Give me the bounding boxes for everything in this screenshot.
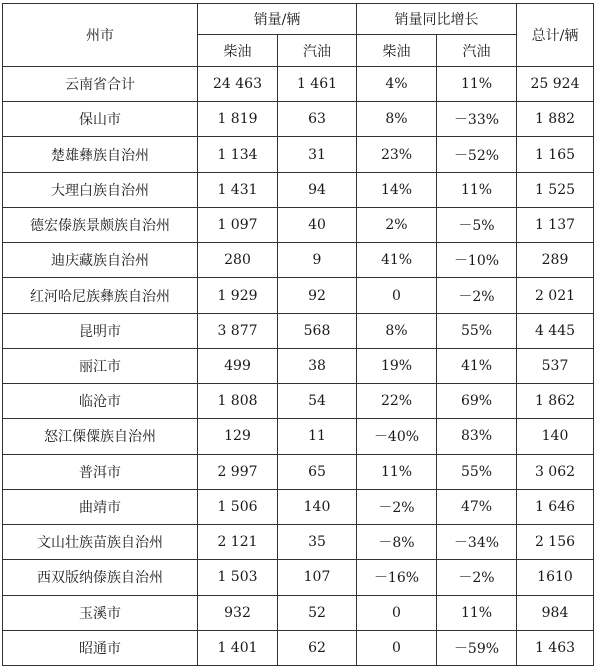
region-cell: 迪庆藏族自治州 <box>3 243 198 278</box>
table-row <box>3 595 594 630</box>
table-row <box>3 348 594 383</box>
diesel-growth-header: 柴油 <box>357 35 437 67</box>
total-cell: 289 <box>517 243 594 278</box>
region-cell: 保山市 <box>3 102 198 137</box>
gasoline-growth-cell: 41% <box>437 348 517 383</box>
total-cell: 3 062 <box>517 454 594 489</box>
diesel-sales-cell: 2 997 <box>198 454 278 489</box>
gasoline-growth-cell: －52% <box>437 137 517 172</box>
total-cell: 1 882 <box>517 102 594 137</box>
region-cell: 玉溪市 <box>3 595 198 630</box>
total-cell: 2 156 <box>517 525 594 560</box>
gasoline-growth-cell: 11% <box>437 67 517 102</box>
total-cell: 1610 <box>517 560 594 595</box>
gasoline-sales-cell: 63 <box>278 102 357 137</box>
diesel-growth-cell: 8% <box>357 102 437 137</box>
gasoline-growth-cell: －34% <box>437 525 517 560</box>
total-cell: 1 463 <box>517 630 594 665</box>
region-cell: 丽江市 <box>3 348 198 383</box>
gasoline-sales-cell: 52 <box>278 595 357 630</box>
diesel-sales-cell: 1 401 <box>198 630 278 665</box>
region-cell: 楚雄彝族自治州 <box>3 137 198 172</box>
region-cell: 大理白族自治州 <box>3 172 198 207</box>
total-cell: 984 <box>517 595 594 630</box>
gasoline-growth-cell: －2% <box>437 560 517 595</box>
table-row <box>3 630 594 665</box>
diesel-growth-cell: 8% <box>357 313 437 348</box>
total-cell: 4 445 <box>517 313 594 348</box>
total-cell: 1 165 <box>517 137 594 172</box>
table-row <box>3 102 594 137</box>
region-cell: 曲靖市 <box>3 489 198 524</box>
diesel-sales-cell: 1 819 <box>198 102 278 137</box>
gasoline-sales-cell: 9 <box>278 243 357 278</box>
table-row <box>3 419 594 454</box>
diesel-growth-cell: 19% <box>357 348 437 383</box>
gasoline-growth-cell: 47% <box>437 489 517 524</box>
diesel-sales-cell: 1 431 <box>198 172 278 207</box>
gasoline-sales-cell: 65 <box>278 454 357 489</box>
gasoline-growth-cell: 83% <box>437 419 517 454</box>
diesel-sales-cell: 129 <box>198 419 278 454</box>
table-row <box>3 560 594 595</box>
table-row <box>3 137 594 172</box>
gasoline-sales-cell: 107 <box>278 560 357 595</box>
diesel-sales-cell: 1 097 <box>198 207 278 242</box>
diesel-growth-cell: 14% <box>357 172 437 207</box>
gasoline-growth-cell: 11% <box>437 172 517 207</box>
gasoline-growth-cell: 69% <box>437 384 517 419</box>
table-row <box>3 243 594 278</box>
region-cell: 昆明市 <box>3 313 198 348</box>
diesel-sales-cell: 1 808 <box>198 384 278 419</box>
growth-group-header: 销量同比增长 <box>357 4 517 35</box>
gasoline-growth-header: 汽油 <box>437 35 517 67</box>
gasoline-sales-cell: 62 <box>278 630 357 665</box>
diesel-sales-cell: 1 503 <box>198 560 278 595</box>
diesel-growth-cell: －16% <box>357 560 437 595</box>
total-cell: 1 525 <box>517 172 594 207</box>
total-cell: 25 924 <box>517 67 594 102</box>
diesel-growth-cell: －2% <box>357 489 437 524</box>
region-cell: 云南省合计 <box>3 67 198 102</box>
diesel-growth-cell: －40% <box>357 419 437 454</box>
gasoline-growth-cell: 11% <box>437 595 517 630</box>
diesel-sales-cell: 1 506 <box>198 489 278 524</box>
gasoline-growth-cell: －10% <box>437 243 517 278</box>
region-cell: 临沧市 <box>3 384 198 419</box>
diesel-growth-cell: －8% <box>357 525 437 560</box>
gasoline-growth-cell: －33% <box>437 102 517 137</box>
diesel-sales-cell: 3 877 <box>198 313 278 348</box>
diesel-sales-header: 柴油 <box>198 35 278 67</box>
sales-table <box>2 3 594 666</box>
region-cell: 怒江傈僳族自治州 <box>3 419 198 454</box>
diesel-growth-cell: 0 <box>357 595 437 630</box>
table-row <box>3 67 594 102</box>
gasoline-growth-cell: －5% <box>437 207 517 242</box>
region-cell: 红河哈尼族彝族自治州 <box>3 278 198 313</box>
table-row <box>3 207 594 242</box>
region-header: 州市 <box>3 4 198 67</box>
gasoline-sales-cell: 568 <box>278 313 357 348</box>
total-cell: 1 646 <box>517 489 594 524</box>
total-cell: 1 137 <box>517 207 594 242</box>
diesel-sales-cell: 1 929 <box>198 278 278 313</box>
diesel-growth-cell: 23% <box>357 137 437 172</box>
gasoline-growth-cell: －59% <box>437 630 517 665</box>
region-cell: 德宏傣族景颇族自治州 <box>3 207 198 242</box>
gasoline-sales-cell: 31 <box>278 137 357 172</box>
gasoline-growth-cell: －2% <box>437 278 517 313</box>
gasoline-sales-cell: 1 461 <box>278 67 357 102</box>
diesel-sales-cell: 499 <box>198 348 278 383</box>
gasoline-growth-cell: 55% <box>437 454 517 489</box>
total-cell: 537 <box>517 348 594 383</box>
table-row <box>3 313 594 348</box>
gasoline-sales-cell: 40 <box>278 207 357 242</box>
gasoline-sales-cell: 35 <box>278 525 357 560</box>
diesel-sales-cell: 932 <box>198 595 278 630</box>
gasoline-sales-cell: 94 <box>278 172 357 207</box>
total-cell: 2 021 <box>517 278 594 313</box>
diesel-sales-cell: 24 463 <box>198 67 278 102</box>
gasoline-sales-cell: 54 <box>278 384 357 419</box>
gasoline-growth-cell: 55% <box>437 313 517 348</box>
diesel-growth-cell: 2% <box>357 207 437 242</box>
diesel-sales-cell: 2 121 <box>198 525 278 560</box>
gasoline-sales-cell: 140 <box>278 489 357 524</box>
sales-group-header: 销量/辆 <box>198 4 357 35</box>
total-cell: 140 <box>517 419 594 454</box>
table-row <box>3 278 594 313</box>
table-row <box>3 525 594 560</box>
table-row <box>3 172 594 207</box>
diesel-growth-cell: 11% <box>357 454 437 489</box>
diesel-growth-cell: 22% <box>357 384 437 419</box>
table-row <box>3 454 594 489</box>
diesel-growth-cell: 41% <box>357 243 437 278</box>
table-body <box>3 67 594 666</box>
region-cell: 昭通市 <box>3 630 198 665</box>
total-cell: 1 862 <box>517 384 594 419</box>
diesel-sales-cell: 280 <box>198 243 278 278</box>
region-cell: 西双版纳傣族自治州 <box>3 560 198 595</box>
table-row <box>3 384 594 419</box>
diesel-sales-cell: 1 134 <box>198 137 278 172</box>
diesel-growth-cell: 4% <box>357 67 437 102</box>
region-cell: 普洱市 <box>3 454 198 489</box>
region-cell: 文山壮族苗族自治州 <box>3 525 198 560</box>
gasoline-sales-cell: 92 <box>278 278 357 313</box>
diesel-growth-cell: 0 <box>357 278 437 313</box>
total-header: 总计/辆 <box>517 4 594 67</box>
diesel-growth-cell: 0 <box>357 630 437 665</box>
table-row <box>3 489 594 524</box>
gasoline-sales-cell: 11 <box>278 419 357 454</box>
gasoline-sales-cell: 38 <box>278 348 357 383</box>
gasoline-sales-header: 汽油 <box>278 35 357 67</box>
